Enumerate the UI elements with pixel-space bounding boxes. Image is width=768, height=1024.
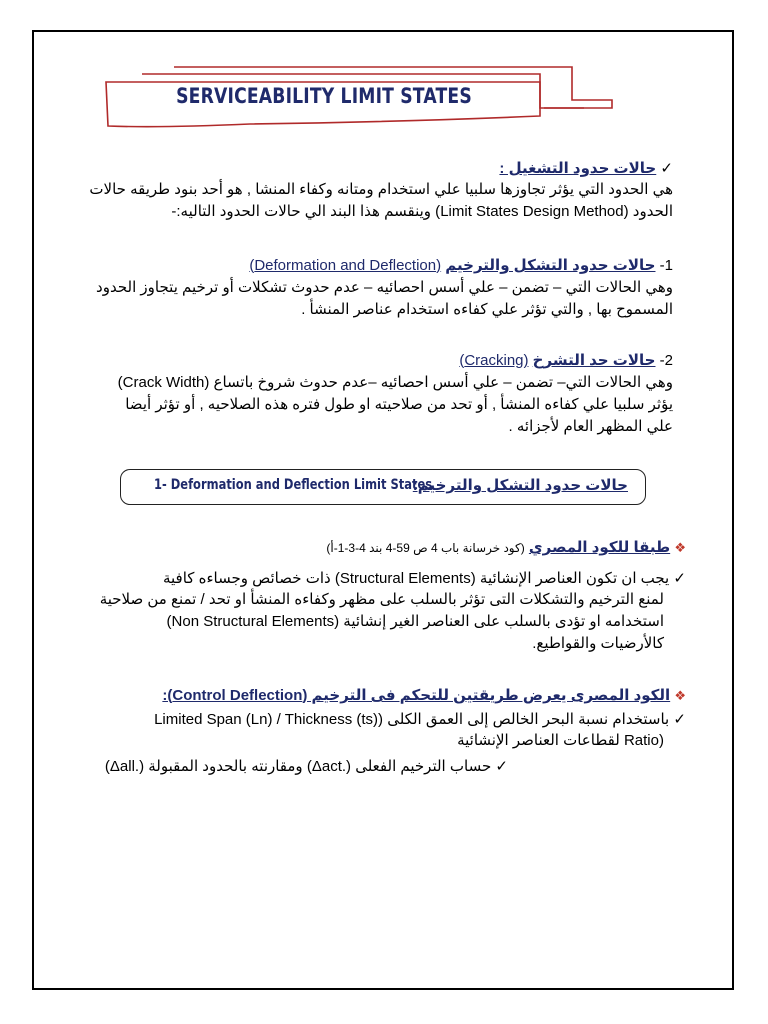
item1-number: 1- [659, 257, 673, 274]
code-heading: طبقا للكود المصري [528, 539, 671, 556]
code-reference: (كود خرسانة باب 4 ص 59-4 بند 4-3-1-أ) [326, 541, 525, 555]
item2-heading-row [459, 350, 673, 372]
item1-line2: المسموح بها , والتي تؤثر علي كفاءه استخدام عناصر المنشأ . [301, 301, 673, 318]
code-line4: كالأرضيات والقواطيع. [532, 635, 664, 652]
check-icon: ✓ [673, 569, 686, 587]
code-line1-row [163, 567, 686, 590]
section1-line2: الحدود (Limit States Design Method) وينقسم هذا البند الي حالات الحدود التاليه:- [171, 203, 673, 220]
check-icon: ✓ [673, 710, 686, 728]
item2-number: 2- [659, 352, 673, 369]
item2-line1: وهي الحالات التي– تضمن – علي أسس احصائيه –عدم حدوث شروخ باتساع (Crack Width) [117, 374, 673, 391]
item1-line1: وهي الحالات التي – تضمن – علي أسس احصائيه – عدم حدوث تشكلات أو ترخيم يتجاوز الحدود [96, 279, 673, 296]
control-heading: الكود المصرى يعرض طريقتين للتحكم فى الترخيم (Control Deflection): [162, 687, 671, 704]
code-heading-row [326, 537, 686, 560]
check-icon: ✓ [660, 159, 673, 177]
diamond-bullet-icon: ❖ [674, 689, 686, 704]
section1-heading: حالات حدود التشغيل : [499, 160, 657, 177]
item1-heading: حالات حدود التشكل والترخيم [445, 257, 656, 274]
control-item1-line1: باستخدام نسبة البحر الخالص إلى العمق الكلى (Limited Span (Ln) / Thickness (ts) [154, 711, 670, 728]
section1-line1: هي الحدود التي يؤثر تجاوزها سلبيا علي استخدام ومتانه وكفاء المنشا , هو أحد بنود طريقه حالات [89, 181, 673, 198]
diamond-bullet-icon: ❖ [674, 541, 686, 556]
item2-line2: يؤثر سلبيا علي كفاءه المنشأ , أو تحد من صلاحيته او طول فتره هذه الصلاحيه , أو تؤثر أيضا [125, 396, 673, 413]
item2-line3: علي المظهر العام لأجزائه . [508, 418, 673, 435]
item2-english: (Cracking) [459, 352, 529, 369]
control-heading-row [162, 685, 686, 708]
subsection-box-english: 1- Deformation and Deflection Limit States [154, 477, 433, 493]
code-line2: لمنع الترخيم والتشكلات التى تؤثر بالسلب على مظهر وكفاءه المنشأ او تحد / تمنع من صلاحية [99, 591, 664, 608]
subsection-box-arabic: حالات حدود التشكل والترخيم: [412, 477, 628, 494]
control-item2: حساب الترخيم الفعلى (.Δact) ومقارنته بالحدود المقبولة (.Δall) [104, 758, 492, 775]
control-item1-line2: (Ratio لقطاعات العناصر الإنشائية [457, 732, 664, 749]
code-line1: يجب ان تكون العناصر الإنشائية (Structural Elements) ذات خصائص وجساءه كافية [162, 570, 670, 587]
item1-heading-row [249, 255, 673, 277]
control-item1-row [154, 708, 686, 731]
item1-english: (Deformation and Deflection) [249, 257, 442, 274]
code-line3: استخدامه او تؤدى بالسلب على العناصر الغير إنشائية (Non Structural Elements) [166, 613, 664, 630]
check-icon: ✓ [495, 757, 508, 775]
page-title: SERVICEABILITY LIMIT STATES [176, 84, 472, 108]
item2-heading: حالات حد التشرخ [532, 352, 656, 369]
control-item2-row [105, 755, 508, 778]
section1-heading-row [499, 157, 673, 180]
